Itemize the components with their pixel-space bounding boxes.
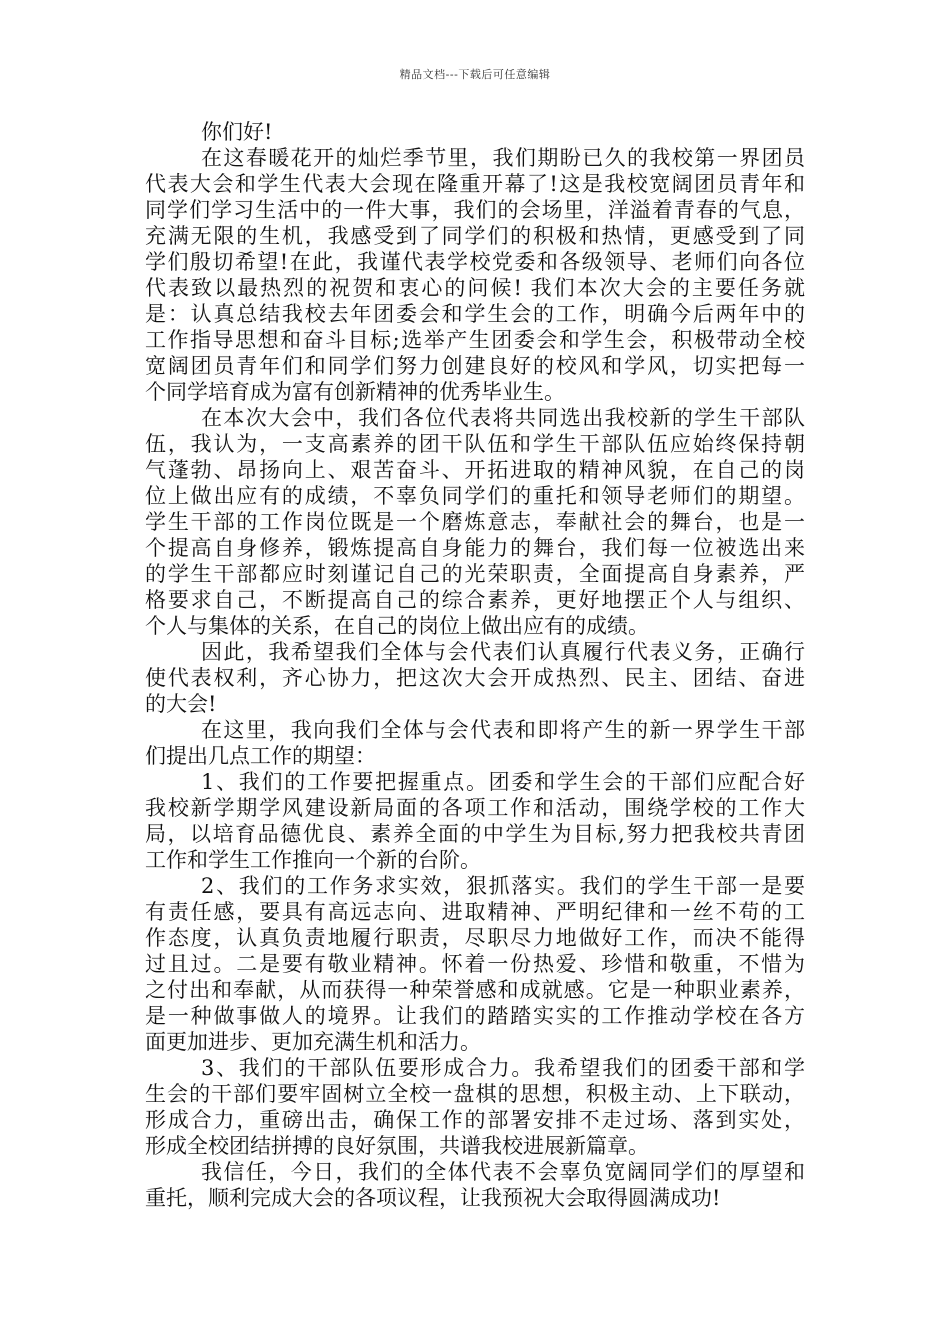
- text-line: 们提出几点工作的期望：: [145, 744, 376, 768]
- text-line: 格要求自己，不断提高自己的综合素养，更好地摆正个人与组织、: [145, 588, 805, 612]
- text-line: 代表大会和学生代表大会现在隆重开幕了!这是我校宽阔团员青年和: [145, 172, 805, 196]
- text-line: 学生干部的工作岗位既是一个磨炼意志，奉献社会的舞台，也是一: [145, 510, 805, 534]
- text-line: 在这里，我向我们全体与会代表和即将产生的新一界学生干部: [201, 718, 805, 742]
- text-line: 有责任感，要具有高远志向、进取精神、严明纪律和一丝不苟的工: [145, 900, 805, 924]
- text-line: 个人与集体的关系，在自己的岗位上做出应有的成绩。: [145, 614, 649, 638]
- text-line: 过且过。二是要有敬业精神。怀着一份热爱、珍惜和敬重，不惜为: [145, 952, 805, 976]
- text-line: 代表致以最热烈的祝贺和衷心的问候! 我们本次大会的主要任务就: [145, 276, 805, 300]
- text-line: 局，以培育品德优良、素养全面的中学生为目标,努力把我校共青团: [145, 822, 805, 846]
- text-line: 在本次大会中，我们各位代表将共同选出我校新的学生干部队: [201, 406, 805, 430]
- text-line: 同学们学习生活中的一件大事，我们的会场里，洋溢着青春的气息，: [145, 198, 805, 222]
- text-line: 我校新学期学风建设新局面的各项工作和活动，围绕学校的工作大: [145, 796, 805, 820]
- text-line: 形成合力，重磅出击，确保工作的部署安排不走过场、落到实处，: [145, 1108, 805, 1132]
- text-line: 3、我们的干部队伍要形成合力。我希望我们的团委干部和学: [201, 1056, 805, 1080]
- text-line: 1、我们的工作要把握重点。团委和学生会的干部们应配合好: [201, 770, 805, 794]
- text-line: 是一种做事做人的境界。让我们的踏踏实实的工作推动学校在各方: [145, 1004, 805, 1028]
- text-line: 伍，我认为，一支高素养的团干队伍和学生干部队伍应始终保持朝: [145, 432, 805, 456]
- text-line: 气蓬勃、昂扬向上、艰苦奋斗、开拓进取的精神风貌，在自己的岗: [145, 458, 805, 482]
- text-line: 你们好!: [201, 120, 273, 144]
- text-line: 2、我们的工作务求实效，狠抓落实。我们的学生干部一是要: [201, 874, 805, 898]
- text-line: 面更加进步、更加充满生机和活力。: [145, 1030, 481, 1054]
- text-line: 是：认真总结我校去年团委会和学生会的工作，明确今后两年中的: [145, 302, 805, 326]
- page-header: 精品文档---下载后可任意编辑: [399, 68, 551, 81]
- text-line: 的大会!: [145, 692, 217, 716]
- text-line: 个提高自身修养，锻炼提高自身能力的舞台，我们每一位被选出来: [145, 536, 805, 560]
- document-body: [145, 119, 805, 1211]
- text-line: 学们殷切希望!在此，我谨代表学校党委和各级领导、老师们向各位: [145, 250, 805, 274]
- text-line: 重托，顺利完成大会的各项议程，让我预祝大会取得圆满成功!: [145, 1186, 721, 1210]
- text-line: 生会的干部们要牢固树立全校一盘棋的思想，积极主动、上下联动，: [145, 1082, 805, 1106]
- text-line: 作态度，认真负责地履行职责，尽职尽力地做好工作，而决不能得: [145, 926, 805, 950]
- text-line: 位上做出应有的成绩，不辜负同学们的重托和领导老师们的期望。: [145, 484, 805, 508]
- text-line: 工作指导思想和奋斗目标;选举产生团委会和学生会，积极带动全校: [145, 328, 805, 352]
- text-line: 使代表权利，齐心协力，把这次大会开成热烈、民主、团结、奋进: [145, 666, 805, 690]
- text-line: 因此，我希望我们全体与会代表们认真履行代表义务，正确行: [201, 640, 805, 664]
- text-line: 宽阔团员青年们和同学们努力创建良好的校风和学风，切实把每一: [145, 354, 805, 378]
- text-line: 形成全校团结拼搏的良好氛围，共谱我校进展新篇章。: [145, 1134, 649, 1158]
- text-line: 在这春暖花开的灿烂季节里，我们期盼已久的我校第一界团员: [201, 146, 805, 170]
- text-line: 个同学培育成为富有创新精神的优秀毕业生。: [145, 380, 565, 404]
- text-line: 充满无限的生机，我感受到了同学们的积极和热情，更感受到了同: [145, 224, 805, 248]
- text-line: 之付出和奉献，从而获得一种荣誉感和成就感。它是一种职业素养，: [145, 978, 805, 1002]
- text-line: 我信任，今日，我们的全体代表不会辜负宽阔同学们的厚望和: [201, 1160, 805, 1184]
- text-line: 工作和学生工作推向一个新的台阶。: [145, 848, 481, 872]
- text-line: 的学生干部都应时刻谨记自己的光荣职责，全面提高自身素养，严: [145, 562, 805, 586]
